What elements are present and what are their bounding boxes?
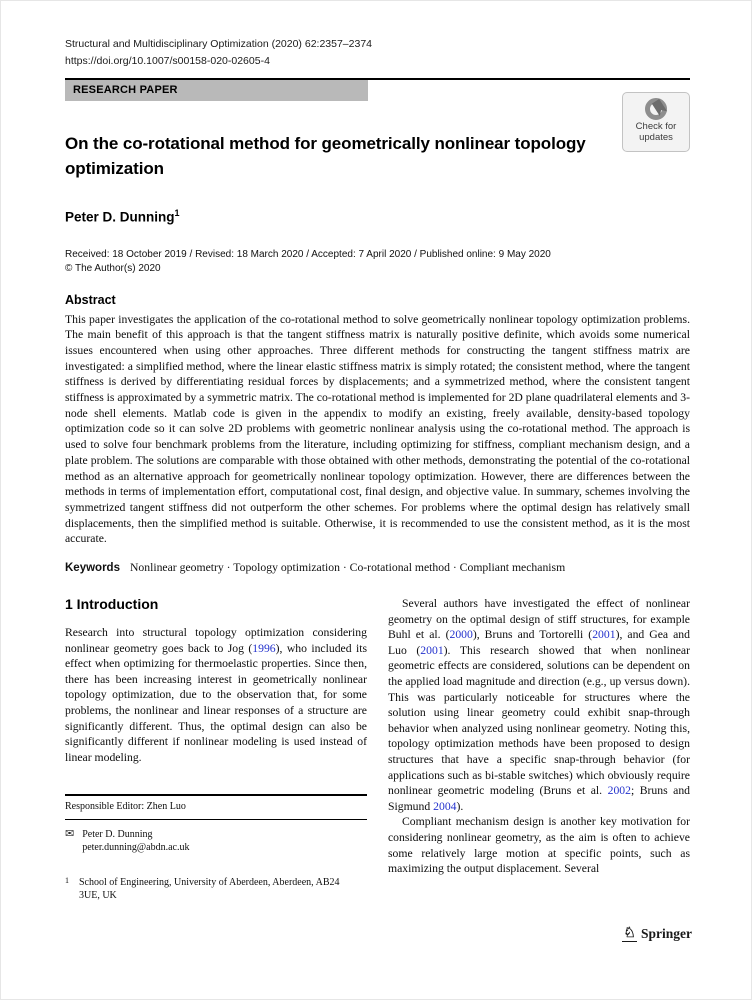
keywords-line <box>65 561 690 574</box>
intro-paragraph-1 <box>65 625 367 765</box>
dates-line: Received: 18 October 2019 / Revised: 18 March 2020 / Accepted: 7 April 2020 / Published online: 9 May 2020 <box>65 248 551 260</box>
article-type-badge: RESEARCH PAPER <box>65 80 368 101</box>
corresponding-author-email[interactable]: peter.dunning@abdn.ac.uk <box>82 842 190 854</box>
section-heading-introduction: 1 Introduction <box>65 596 159 613</box>
crossmark-icon <box>645 98 667 120</box>
keywords-list: Nonlinear geometry · Topology optimization · Co-rotational method · Compliant mechanism <box>129 561 566 575</box>
abstract-heading: Abstract <box>65 292 116 307</box>
author-name-text: Peter D. Dunning <box>65 209 175 225</box>
intro-paragraph-2 <box>388 596 690 814</box>
affiliation-text: School of Engineering, University of Aberdeen, Aberdeen, AB24 3UE, UK <box>79 877 340 902</box>
doi-link[interactable]: https://doi.org/10.1007/s00158-020-02605-4 <box>65 55 270 67</box>
right-column <box>388 596 690 911</box>
springer-logo <box>622 926 692 942</box>
intro-paragraph-3: Compliant mechanism design is another key motivation for considering nonlinear geometry, as the aim is often to achieve some relatively large motion at specific points, such as maximizing the output displacement. Several <box>388 815 690 876</box>
responsible-editor-line: Responsible Editor: Zhen Luo <box>65 800 186 812</box>
two-column-body <box>65 596 690 911</box>
text-segment: ), and Gea and Luo ( <box>388 628 690 657</box>
citation-link[interactable]: 2001 <box>420 643 444 657</box>
author-name <box>65 208 690 225</box>
citation-link[interactable]: 2000 <box>449 628 473 642</box>
abstract-text: This paper investigates the application of the co-rotational method to solve geometrically nonlinear topology optimization problems. The main benefit of this approach is that the tangent stiffness matrix is naturally positive definite, which avoids some numerical issues encountered when using other approaches. Three different methods for constructing the tangent stiffness matrix are investigated: a simplified method, where the linear elastic stiffness matrix is simply rotated; the consistent method, where the tangent stiffness is derived by differentiating residual forces by displacements; and a symmetrized method, where the consistent tangent stiffness is approximated by a symmetric matrix. The co-rotational method is implemented for 2D plane quadrilateral elements and 3-node shell elements. Matlab code is given in the appendix to modify an existing, freely available, density-based topology optimization code so it can solve 2D problems with geometric nonlinear analysis using the co-rotational method. The approach is used to solve four benchmark problems from the literature, including optimizing for stiffness, compliant mechanism design, and a plate problem. The solutions are comparable with those obtained with other methods, demonstrating the potential of the co-rotational method as an alternative approach for geometrically nonlinear topology optimization. However, there are differences between the methods in terms of implementation effort, computational cost, final design, and objective value. In summary, schemes involving the symmetrized tangent stiffness did not outperform the other schemes. For problems where the optimal design has relatively small displacements, then the simplified method is suitable. Otherwise, it is recommended to use the consistent method, as it is the most accurate. <box>65 312 690 546</box>
check-updates-label: Check for updates <box>635 121 677 143</box>
corresponding-author-block <box>65 828 367 854</box>
citation-link[interactable]: 2004 <box>433 799 457 813</box>
citation-link[interactable]: 2001 <box>592 628 616 642</box>
affiliation-footnote <box>65 876 367 902</box>
text-segment: Several authors have investigated the effect of nonlinear geometry on the optimal design of stiff structures, for example Buhl et al. ( <box>388 597 690 642</box>
corresponding-author-name: Peter D. Dunning <box>82 829 153 841</box>
footnote-block <box>65 794 367 902</box>
text-segment: ). <box>456 799 464 813</box>
journal-title-line: Structural and Multidisciplinary Optimization (2020) 62:2357–2374 <box>65 38 373 50</box>
check-for-updates-badge[interactable] <box>622 92 690 152</box>
citation-link[interactable]: 2002 <box>607 784 631 798</box>
text-segment: ; Bruns and Sigmund <box>388 784 691 813</box>
footnote-divider-bottom <box>65 819 367 821</box>
springer-horse-icon: ♘ <box>623 925 636 941</box>
text-segment: ), Bruns and Tortorelli ( <box>472 628 593 642</box>
author-affiliation-marker: 1 <box>174 208 180 218</box>
text-segment: Research into structural topology optimization considering nonlinear geometry goes back to Jog ( <box>65 626 367 655</box>
affiliation-marker: 1 <box>65 876 69 886</box>
left-column <box>65 596 367 911</box>
springer-wordmark: Springer <box>640 926 692 941</box>
keywords-heading: Keywords <box>65 562 120 575</box>
citation-link[interactable]: 1996 <box>252 641 276 655</box>
text-segment: ), who included its effect when optimizing for thermoelastic properties. Since then, there has been increasing interest in geometrically nonlinear topology optimization, due to the observation that, for some problems, the nonlinear and linear responses of a structure are significantly different. Thus, the optimal design can also be significantly different if nonlinear modeling is used instead of linear modeling. <box>65 641 367 764</box>
copyright-line: © The Author(s) 2020 <box>65 262 161 274</box>
text-segment: ). This research showed that when nonlinear geometric effects are considered, solutions can be dependent on the applied load magnitude and direction (e.g., up versus down). This was particularly noticeable for structures where the solution using linear geometry could exhibit snap-through behavior when analyzed using nonlinear geometry. Noting this, topology optimization methods have been proposed to design structures that have a specific snap-through behavior (for applications such as bi-stable switches) which obviously require nonlinear geometric modeling (Bruns et al. <box>388 643 690 798</box>
paper-title: On the co-rotational method for geometrically nonlinear topology optimization <box>65 134 586 178</box>
bookmark-icon <box>652 99 668 116</box>
envelope-icon: ✉ <box>65 828 75 841</box>
corresponding-author <box>82 828 189 854</box>
